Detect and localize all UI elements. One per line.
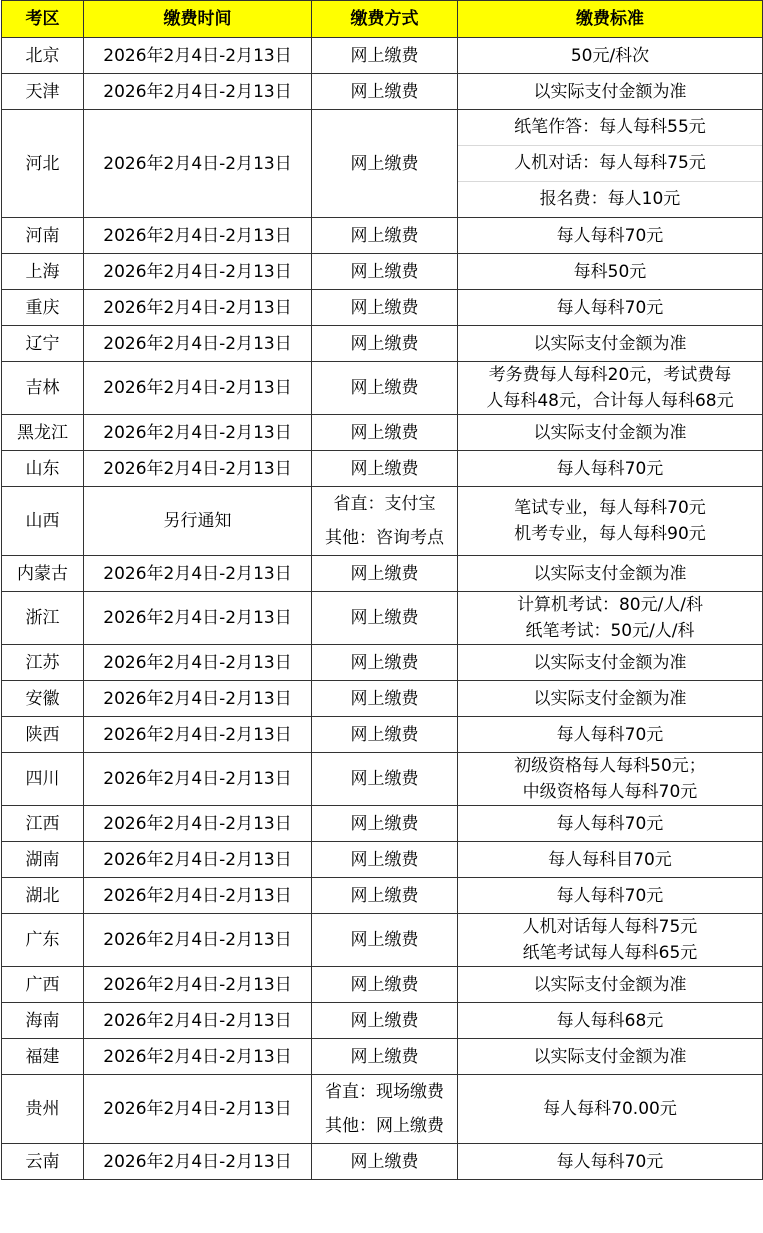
region-cell: 上海 (2, 254, 84, 290)
fee-line: 每人每科68元 (556, 1010, 664, 1031)
method-line: 网上缴费 (350, 813, 419, 834)
fee-line: 每人每科70元 (556, 813, 664, 834)
table-row (2, 218, 763, 254)
fee-line: 每人每科70元 (556, 885, 664, 906)
table-row (2, 717, 763, 753)
fee-line: 每人每科70元 (556, 458, 664, 479)
fee-cell (458, 218, 763, 254)
method-cell (312, 681, 458, 717)
fee-cell (458, 753, 763, 806)
region-cell: 辽宁 (2, 326, 84, 362)
region-cell: 贵州 (2, 1075, 84, 1144)
fee-line: 纸笔作答：每人每科55元 (514, 117, 706, 137)
fee-cell (458, 806, 763, 842)
table-row (2, 842, 763, 878)
fee-line: 每人每科70元 (556, 225, 664, 246)
region-cell: 山西 (2, 487, 84, 556)
method-line: 网上缴费 (350, 422, 419, 443)
table-row (2, 592, 763, 645)
table-body (2, 38, 763, 1180)
time-cell: 2026年2月4日-2月13日 (84, 1039, 312, 1075)
fee-line: 每人每科70.00元 (543, 1099, 677, 1119)
fee-cell (458, 362, 763, 415)
time-cell: 2026年2月4日-2月13日 (84, 254, 312, 290)
time-cell: 2026年2月4日-2月13日 (84, 218, 312, 254)
table-row (2, 38, 763, 74)
time-cell: 另行通知 (84, 487, 312, 556)
method-line: 网上缴费 (350, 608, 419, 628)
fee-table (1, 0, 763, 1180)
table-row (2, 1144, 763, 1180)
table-row (2, 415, 763, 451)
fee-line: 每人每科70元 (556, 724, 664, 745)
table-row (2, 878, 763, 914)
method-line: 网上缴费 (350, 45, 419, 66)
fee-line: 人机对话每人每科75元 (522, 917, 698, 937)
region-cell: 安徽 (2, 681, 84, 717)
fee-line: 以实际支付金额为准 (533, 333, 687, 354)
fee-line: 人机对话：每人每科75元 (458, 145, 762, 181)
method-line: 网上缴费 (350, 563, 419, 584)
fee-line: 计算机考试：80元/人/科 (516, 595, 704, 615)
method-line: 网上缴费 (350, 333, 419, 354)
region-cell: 四川 (2, 753, 84, 806)
fee-cell (458, 967, 763, 1003)
time-cell: 2026年2月4日-2月13日 (84, 717, 312, 753)
time-cell: 2026年2月4日-2月13日 (84, 878, 312, 914)
method-line: 网上缴费 (350, 1046, 419, 1067)
table-row (2, 645, 763, 681)
region-cell: 浙江 (2, 592, 84, 645)
region-cell: 北京 (2, 38, 84, 74)
table-row (2, 254, 763, 290)
fee-line: 以实际支付金额为准 (533, 974, 687, 995)
method-line: 网上缴费 (350, 153, 419, 174)
method-cell (312, 451, 458, 487)
method-line: 省直：现场缴费 (325, 1082, 444, 1102)
table-row (2, 914, 763, 967)
table-row (2, 1003, 763, 1039)
fee-line: 机考专业，每人每科90元 (514, 524, 706, 544)
fee-line: 每人每科目70元 (548, 849, 672, 870)
fee-line: 50元/科次 (570, 45, 650, 66)
method-cell (312, 1144, 458, 1180)
region-cell: 天津 (2, 74, 84, 110)
fee-cell (458, 914, 763, 967)
time-cell: 2026年2月4日-2月13日 (84, 556, 312, 592)
method-cell (312, 110, 458, 218)
table-row (2, 967, 763, 1003)
table-row (2, 753, 763, 806)
fee-cell (458, 487, 763, 556)
region-cell: 海南 (2, 1003, 84, 1039)
table-row (2, 556, 763, 592)
method-line: 网上缴费 (350, 458, 419, 479)
method-cell (312, 218, 458, 254)
method-cell (312, 592, 458, 645)
fee-cell (458, 38, 763, 74)
region-cell: 广东 (2, 914, 84, 967)
method-line: 网上缴费 (350, 849, 419, 870)
fee-cell (458, 415, 763, 451)
method-cell (312, 914, 458, 967)
method-line: 网上缴费 (350, 652, 419, 673)
table-row (2, 1039, 763, 1075)
method-line: 网上缴费 (350, 225, 419, 246)
time-cell: 2026年2月4日-2月13日 (84, 842, 312, 878)
fee-line: 每科50元 (573, 261, 647, 282)
fee-line: 纸笔考试：50元/人/科 (525, 621, 695, 641)
region-cell: 福建 (2, 1039, 84, 1075)
fee-line: 初级资格每人每科50元； (514, 756, 706, 776)
region-cell: 陕西 (2, 717, 84, 753)
fee-cell (458, 451, 763, 487)
time-cell: 2026年2月4日-2月13日 (84, 753, 312, 806)
method-line: 网上缴费 (350, 261, 419, 282)
time-cell: 2026年2月4日-2月13日 (84, 110, 312, 218)
fee-line: 以实际支付金额为准 (533, 1046, 687, 1067)
method-cell (312, 254, 458, 290)
header-method: 缴费方式 (312, 1, 458, 38)
fee-line: 以实际支付金额为准 (533, 81, 687, 102)
method-line: 网上缴费 (350, 1010, 419, 1031)
method-line: 省直：支付宝 (333, 494, 436, 514)
method-cell (312, 362, 458, 415)
fee-cell (458, 326, 763, 362)
table-row (2, 487, 763, 556)
fee-line: 每人每科70元 (556, 1151, 664, 1172)
method-line: 网上缴费 (350, 769, 419, 789)
table-row (2, 806, 763, 842)
method-line: 其他：网上缴费 (325, 1116, 444, 1136)
fee-cell (458, 842, 763, 878)
table-row (2, 362, 763, 415)
method-line: 网上缴费 (350, 297, 419, 318)
region-cell: 江苏 (2, 645, 84, 681)
region-cell: 湖北 (2, 878, 84, 914)
time-cell: 2026年2月4日-2月13日 (84, 914, 312, 967)
method-cell (312, 290, 458, 326)
table-header-row (2, 1, 763, 38)
method-cell (312, 967, 458, 1003)
time-cell: 2026年2月4日-2月13日 (84, 806, 312, 842)
time-cell: 2026年2月4日-2月13日 (84, 967, 312, 1003)
fee-line: 人每科48元，合计每人每科68元 (486, 391, 734, 411)
region-cell: 吉林 (2, 362, 84, 415)
method-cell (312, 842, 458, 878)
region-cell: 黑龙江 (2, 415, 84, 451)
fee-cell (458, 556, 763, 592)
time-cell: 2026年2月4日-2月13日 (84, 1144, 312, 1180)
method-line: 网上缴费 (350, 378, 419, 398)
fee-line: 每人每科70元 (556, 297, 664, 318)
method-line: 网上缴费 (350, 974, 419, 995)
fee-line: 考务费每人每科20元，考试费每 (488, 365, 732, 385)
fee-cell (458, 1075, 763, 1144)
region-cell: 广西 (2, 967, 84, 1003)
method-cell (312, 753, 458, 806)
method-cell (312, 38, 458, 74)
fee-cell (458, 645, 763, 681)
method-cell (312, 487, 458, 556)
method-cell (312, 645, 458, 681)
method-line: 其他：咨询考点 (325, 528, 444, 548)
time-cell: 2026年2月4日-2月13日 (84, 415, 312, 451)
region-cell: 河南 (2, 218, 84, 254)
method-line: 网上缴费 (350, 724, 419, 745)
region-cell: 内蒙古 (2, 556, 84, 592)
fee-cell (458, 878, 763, 914)
fee-line: 以实际支付金额为准 (533, 688, 687, 709)
fee-cell (458, 717, 763, 753)
table-row (2, 326, 763, 362)
time-cell: 2026年2月4日-2月13日 (84, 38, 312, 74)
fee-cell (458, 592, 763, 645)
time-cell: 2026年2月4日-2月13日 (84, 326, 312, 362)
method-cell (312, 717, 458, 753)
method-cell (312, 556, 458, 592)
fee-cell (458, 290, 763, 326)
region-cell: 重庆 (2, 290, 84, 326)
method-cell (312, 806, 458, 842)
fee-cell (458, 110, 763, 218)
method-line: 网上缴费 (350, 1151, 419, 1172)
time-cell: 2026年2月4日-2月13日 (84, 592, 312, 645)
table-row (2, 1075, 763, 1144)
method-cell (312, 1039, 458, 1075)
method-cell (312, 1003, 458, 1039)
region-cell: 山东 (2, 451, 84, 487)
header-region: 考区 (2, 1, 84, 38)
region-cell: 湖南 (2, 842, 84, 878)
time-cell: 2026年2月4日-2月13日 (84, 74, 312, 110)
region-cell: 云南 (2, 1144, 84, 1180)
fee-line: 以实际支付金额为准 (533, 422, 687, 443)
time-cell: 2026年2月4日-2月13日 (84, 1075, 312, 1144)
time-cell: 2026年2月4日-2月13日 (84, 645, 312, 681)
time-cell: 2026年2月4日-2月13日 (84, 1003, 312, 1039)
method-cell (312, 1075, 458, 1144)
fee-line: 以实际支付金额为准 (533, 563, 687, 584)
method-line: 网上缴费 (350, 930, 419, 950)
fee-line: 笔试专业，每人每科70元 (514, 498, 706, 518)
fee-cell (458, 1003, 763, 1039)
table-row (2, 681, 763, 717)
fee-line: 纸笔考试每人每科65元 (522, 943, 698, 963)
method-line: 网上缴费 (350, 81, 419, 102)
method-cell (312, 74, 458, 110)
fee-cell (458, 74, 763, 110)
fee-line: 以实际支付金额为准 (533, 652, 687, 673)
method-line: 网上缴费 (350, 688, 419, 709)
time-cell: 2026年2月4日-2月13日 (84, 362, 312, 415)
fee-cell (458, 681, 763, 717)
table-row (2, 74, 763, 110)
method-line: 网上缴费 (350, 885, 419, 906)
fee-cell (458, 1144, 763, 1180)
fee-line: 中级资格每人每科70元 (522, 782, 698, 802)
time-cell: 2026年2月4日-2月13日 (84, 451, 312, 487)
fee-cell (458, 254, 763, 290)
header-time: 缴费时间 (84, 1, 312, 38)
fee-cell (458, 1039, 763, 1075)
method-cell (312, 878, 458, 914)
fee-line: 报名费：每人10元 (458, 181, 762, 217)
method-cell (312, 326, 458, 362)
table-row (2, 290, 763, 326)
region-cell: 江西 (2, 806, 84, 842)
time-cell: 2026年2月4日-2月13日 (84, 681, 312, 717)
region-cell: 河北 (2, 110, 84, 218)
time-cell: 2026年2月4日-2月13日 (84, 290, 312, 326)
method-cell (312, 415, 458, 451)
table-row (2, 451, 763, 487)
header-fee: 缴费标准 (458, 1, 763, 38)
table-row (2, 110, 763, 218)
